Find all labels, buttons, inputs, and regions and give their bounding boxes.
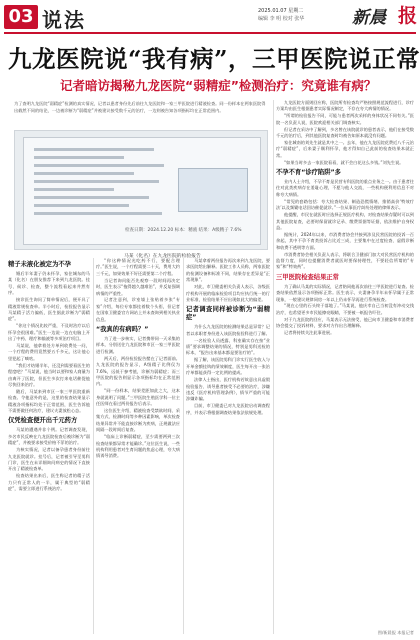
body-paragraph: “现在心里的石头终于落地了。”马某说，他庆幸自己当初没有冲动交钱治疗，也希望更多市民能擦亮眼睛，不要被一纸报告吓住。: [276, 303, 414, 315]
body-paragraph: 一名检验人员透露，科室确实存在按“业绩”要求调整结果的情况，特别是男科送检的标本，“报告出来基本都是要治疗的”。: [186, 337, 270, 356]
article-column-1: [8, 258, 90, 634]
body-paragraph: “常见的套路包括：夸大检查结果、制造恐慌情绪、推销高价‘特效疗法’以及频繁电话回访催促就诊。”一位从事医疗纠纷处理的律师表示。: [276, 198, 414, 211]
body-paragraph: 记者注意到，诊室墙上张贴着多张“专家”介绍，每位专家都挂着数个头衔，但记者在国家卫健委官方网站上并未查询到相关执业信息。: [96, 297, 180, 322]
body-paragraph: 他提醒，市民在就医时应选择正规医疗机构，对检查结果存疑时可以到其他医院复查，必要时保留就诊记录、缴费票据等证据，依法维护自身权益。: [276, 212, 414, 230]
section-subheading: 记者调查同样被诊断为“弱精症”: [186, 306, 270, 322]
body-paragraph: “临床上诊断弱精症，至少需要两到三次检查结果都异常才能确诊。”这位医生说，一些机构利用患者对生育问题的焦虑心理，夸大病情诱导消费。: [96, 434, 180, 459]
body-paragraph: 市消费者协会相关负责人表示，将联合卫健部门加大对民营医疗机构的监督力度，同时也提醒消费者就医时要保持理性，不要轻信所谓的“专家”和“特效药”。: [276, 251, 414, 270]
section-subheading: 精子未液化被定为不孕: [8, 261, 71, 268]
body-paragraph: 九龙医院方面则回应称，医院所有检查均严格按照规范流程进行，诊疗方案均由医生根据患者实际情况制定，不存在夸大病情的情况。: [276, 100, 414, 112]
article-headline: 九龙医院说“我有病”，三甲医院说正常: [8, 45, 420, 73]
body-paragraph: 婚后半年妻子仍未怀孕，家住城东的马某（化名）在朋友推荐下来到九龙医院。挂号、候诊、检查，整个流程看起来井然有序。: [8, 271, 90, 296]
body-paragraph: 为核实情况，记者以备孕患者身份前往九龙医院就诊。挂号后，记者被引导至男科门诊，医生在未详细询问病史的情况下直接开出了精液检查单。: [8, 447, 90, 472]
article-column-2: [96, 258, 180, 634]
body-paragraph: 法律人士指出，医疗机构若故意出具虚假检验报告、诱导患者接受不必要的治疗，涉嫌违反《医疗机构管理条例》，情节严重的可能涉嫌诈骗。: [186, 377, 270, 402]
section-subheading: 三甲医院检查结果正常: [276, 273, 339, 281]
body-paragraph: “你这个情况比较严重，不及时治疗以后怀孕会很困难。”医生一边说一边在电脑上开出了中药、理疗和输液等多项治疗项目。: [8, 323, 90, 342]
body-paragraph: 为了进一步核实，记者携带同一天采集的样本，分别送往九龙医院和市区一家三甲医院进行检测。: [96, 336, 180, 354]
body-paragraph: 业内人士介绍，不孕不育是民营专科医院的重点业务之一。由于患者往往对此类疾病存在羞耻心理，不愿与他人交流，一些机构便利用信息不对称夸大病情。: [276, 179, 414, 197]
section-subheading: 仅凭检查便开出千元药方: [8, 417, 78, 425]
report-highlight-box: [178, 168, 248, 212]
body-paragraph: 两天后，两份检验报告摆在了记者面前。九龙医院的报告显示，A级精子比例仅为7.6%，远低于参考值，诊断为弱精症；而三甲医院的报告则显示各项指标均在正常范围内。: [96, 355, 180, 387]
body-paragraph: 检查结果出来后，医生称记者的精子活力只有正常人的一半，属于典型的“弱精症”，需要立即进行系统治疗。: [8, 473, 90, 492]
photo-report-text: 检查日期：2024.12.20 标本：精液 结果：A级精子 7.6%: [125, 228, 242, 233]
article-subhead: 记者暗访揭秘九龙医院“弱精症”检测治疗：究竟谁有病？: [60, 78, 377, 93]
body-paragraph: 但记者在采访中了解到，多名曾在该院就诊的患者表示，他们在接受数千元的治疗后，到其他医院复查时均被告知原本就没有问题。: [276, 126, 414, 139]
body-paragraph: 对于九龙医院的回应，马某表示无法接受，他已向市卫健委和市消费者协会提交了投诉材料，要求对方作出合理解释。: [276, 316, 414, 329]
article-column-3: [186, 258, 270, 634]
body-paragraph: 对此，市卫健委相关负责人表示，各级医疗机构开展的临床检验项目均应执行统一的行业标准，检验结果不应出现如此大的偏差。: [186, 284, 270, 302]
body-paragraph: 目前，市卫健委已对九龙医院启动调查程序，并表示将根据调查结果依法依规处理。: [186, 403, 270, 415]
column-divider: [273, 100, 274, 634]
column-divider: [93, 258, 94, 634]
body-paragraph: 接诊医生询问了简单情况后，便开具了精液常规检查单。半小时后，检验报告显示马某精子活力偏低，医生据此诊断为“弱精症”。: [8, 297, 90, 322]
body-paragraph: 当记者询问能否先观察一段时间再决定时，医生表示“拖得越久越难治”，并反复强调病情的严重性。: [96, 277, 180, 296]
article-photo: [14, 130, 268, 250]
body-paragraph: “如果当时多去一家医院看看，就不会白花这么多钱。”刘先生说。: [284, 159, 404, 165]
body-paragraph: “你这种情况光吃药不行，要配合理疗。”医生说，一个疗程需要二十天，费用大约三千元，如果效果不好还需要第二个疗程。: [96, 258, 180, 276]
section-subheading: “我真的有病吗？”: [96, 326, 149, 334]
page-footer: 图/新晨报 本报记者: [377, 630, 414, 635]
body-paragraph: 马某的遭遇并非个例。记者调查发现，多名市民反映在九龙医院检查后被诊断为“弱精症”，并被要求接受价格不菲的治疗。: [8, 427, 90, 446]
body-paragraph: 据了解，该医院男科门诊实行医生收入与开单金额挂钩的绩效制度，医生每开出一张治疗单都能获得一定比例的提成。: [186, 357, 270, 376]
body-paragraph: 马某拿着两份报告再次来到九龙医院，要求医院给出解释。医院工作人员称，两家医院的检测设备和标准不同，结果存在差异是“正常现象”。: [186, 258, 270, 283]
body-paragraph: 这位医生介绍，精液检查受禁欲时间、采集方式、检测时间等多种因素影响，单次检查结果异常并不能直接诊断为疾病，正规做法应间隔一段时间后复查。: [96, 408, 180, 433]
section-number-badge: 03: [4, 5, 38, 29]
paper-logo-badge: 报: [398, 5, 418, 27]
article-column-4: [276, 100, 414, 634]
body-paragraph: 记者将持续关注此事进展。: [284, 330, 335, 336]
body-paragraph: 随后，马某来到市区一家三甲医院重新检查。令他意外的是，这里的检查结果显示精液各项指标均处于正常范围，医生告诉他不需要做任何治疗，建议夫妻放松心态。: [8, 388, 90, 414]
paper-logo: 新晨: [352, 8, 386, 28]
header-rule: [4, 32, 416, 34]
body-paragraph: 为什么九龙医院的检测结果总是异常？记者以求职者身份进入该医院检验科进行了解。: [186, 324, 270, 336]
photo-caption: 马某（化名）在九龙医院的检验报告: [124, 254, 201, 259]
issue-date: 2025.01.07 星期二: [258, 8, 304, 14]
body-paragraph: “同一份样本，结果差距如此之大，这本身就说明了问题。”三甲医院生殖医学科一位主任医师在看过两份报告后表示。: [96, 388, 180, 407]
body-paragraph: 据统计，2024年以来，市消费者协会共接到涉及民营医院的投诉一百余起，其中不孕不育类投诉占比近三成，主要集中在过度检查、虚假诊断和收费不透明等方面。: [276, 231, 414, 250]
edition-credits: 编辑 李 明 校对 张华: [258, 16, 305, 22]
section-subheading: 不孕不育“诊疗陷阱”多: [276, 169, 341, 177]
body-paragraph: “所谓的检验报告不同，可能与患者两次采样的身体状况不同有关。”医院一名负责人说，医院欢迎相关部门调查核实。: [276, 113, 414, 125]
page-header: [0, 0, 420, 34]
body-paragraph: 为了确认马某的实际情况，记者陪同他再次前往三甲医院进行复查。检查结果依然显示各项指标正常。医生表示，夫妻备孕半年未怀孕属于正常现象，一般建议规律同房一年以上仍未怀孕再进行系统检查。: [276, 283, 414, 302]
column-divider: [183, 258, 184, 634]
body-paragraph: 马某说，他拿着处方单到收费处一问，一个疗程的费用竟然要五千多元，这让他心里犯起了嘀咕。: [8, 342, 90, 361]
article-lede: 为了查明九龙医院“弱精症”检测的真实情况，记者以患者身份先后前往九龙医院和一家三甲医院进行精液检查。同一份样本在两家医院得出截然不同的结论，一边被诊断为“弱精症”并被建议接受数千元的治疗，一边则被告知各项指标均在正常范围内。: [14, 101, 266, 113]
body-paragraph: 家住城南的刘先生就是其中之一。去年，他在九龙医院花费近八千元治疗“弱精症”，后来妻子顺利怀孕，他才得知自己此前的检查结果本就正常。: [276, 139, 414, 158]
body-paragraph: “我们才结婚半年，还没到需要看医生的程度吧？”马某说，他当时以要和家人商量为由离开了医院，但医生多次打来电话催促他尽快回来治疗。: [8, 362, 90, 387]
section-name: 说法: [42, 8, 86, 32]
